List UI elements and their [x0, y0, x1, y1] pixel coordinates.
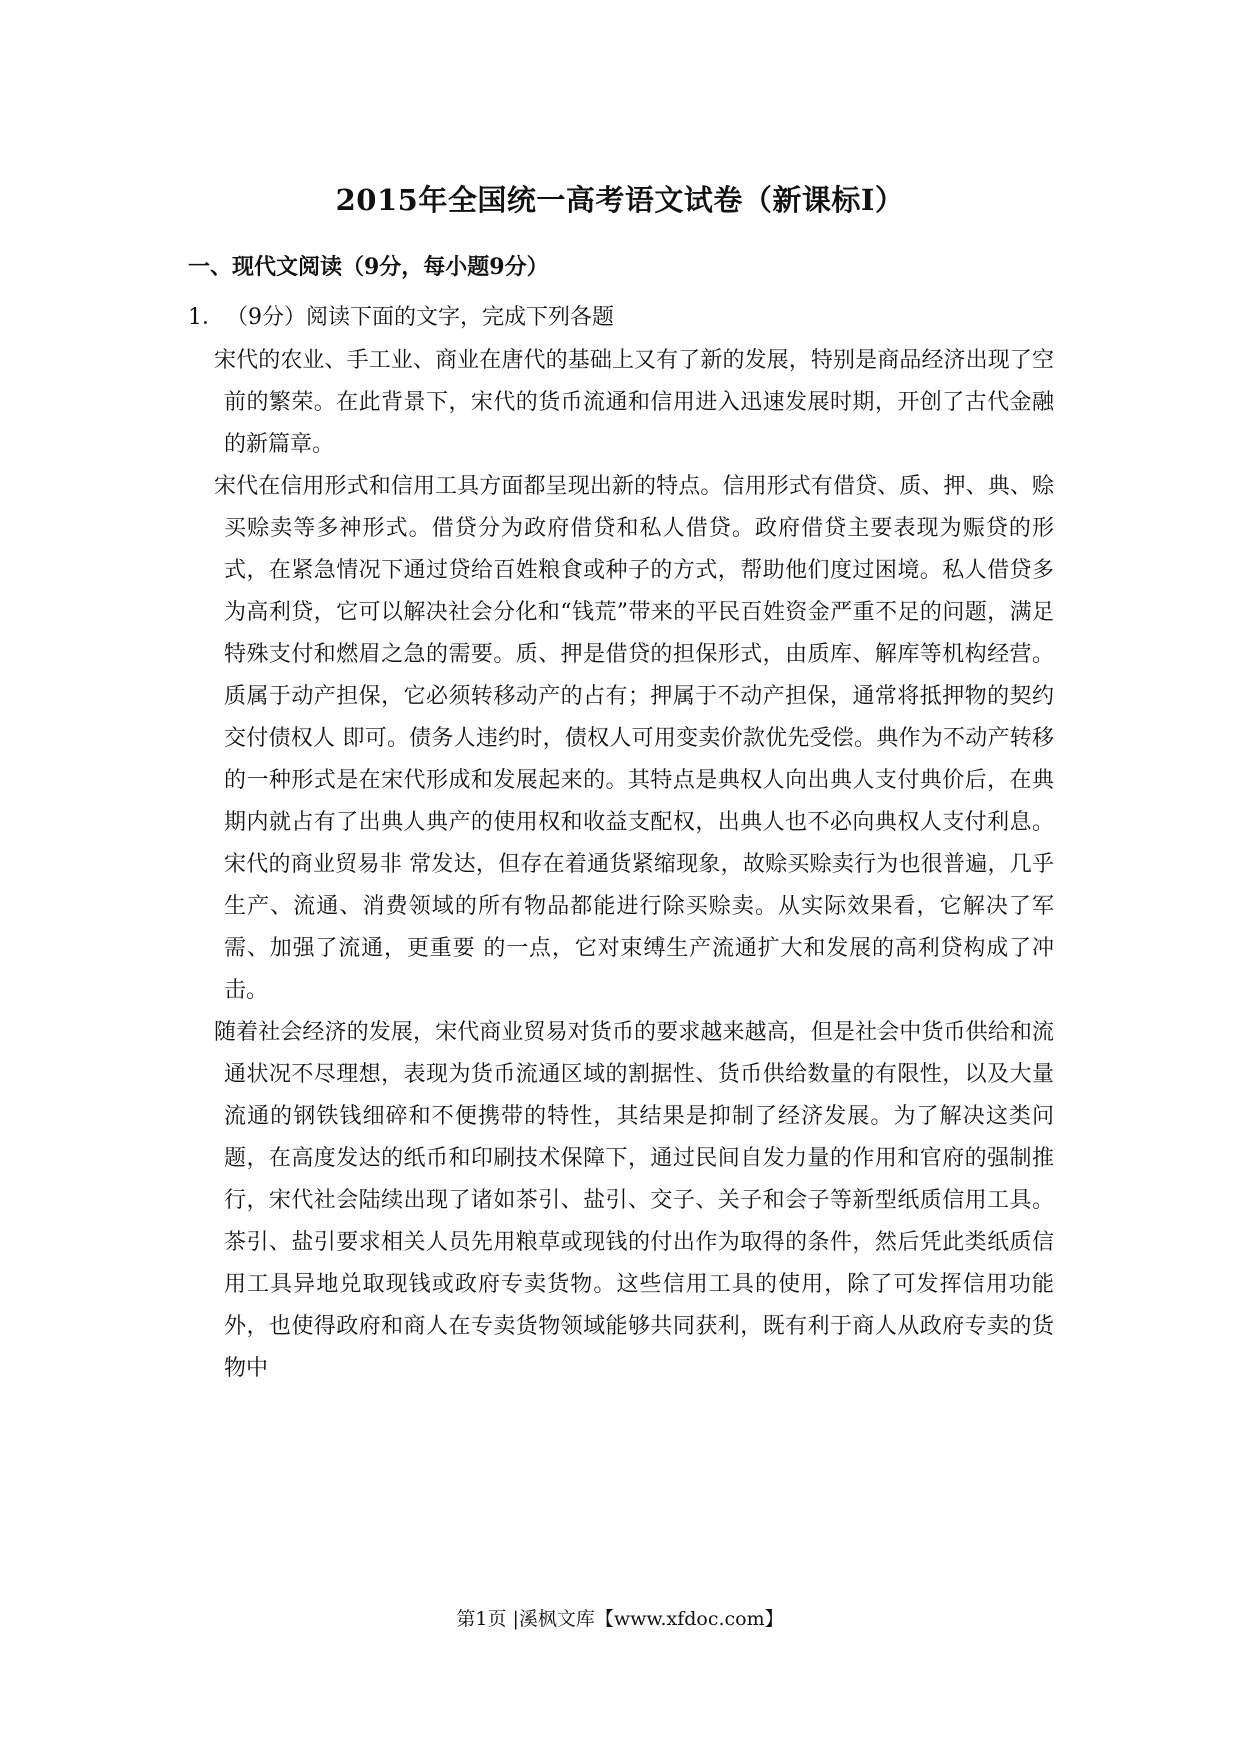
document-title: 2015年全国统一高考语文试卷（新课标Ⅰ）: [335, 183, 905, 217]
passage-paragraph: 宋代的农业、手工业、商业在唐代的基础上又有了新的发展，特别是商品经济出现了空前的繁荣。在此背景下，宋代的货币流通和信用进入迅速发展时期，开创了古代金融的新篇章。: [214, 348, 1054, 457]
question-prompt: （9分）阅读下面的文字，完成下列各题: [226, 305, 614, 330]
section-heading: 一、现代文阅读（9分，每小题9分）: [188, 254, 549, 280]
passage-paragraph: 随着社会经济的发展，宋代商业贸易对货币的要求越来越高，但是社会中货币供给和流通状况不尽理想，表现为货币流通区域的割据性、货币供给数量的有限性，以及大量流通的钢铁钱细碎和不便携带的特性，其结果是抑制了经济发展。为了解决这类问题，在高度发达的纸币和印刷技术保障下，通过民间自发力量的作用和官府的强制推行，宋代社会陆续出现了诸如茶引、盐引、交子、关子和会子等新型纸质信用工具。茶引、盐引要求相关人员先用粮草或现钱的付出作为取得的条件，然后凭此类纸质信用工具异地兑取现钱或政府专卖货物。这些信用工具的使用，除了可发挥信用功能外，也使得政府和商人在专卖货物领域能够共同获利，既有利于商人从政府专卖的货物中: [214, 1020, 1054, 1381]
question-header: [188, 300, 614, 331]
question-number: 1．: [188, 305, 224, 330]
passage-paragraph: 宋代在信用形式和信用工具方面都呈现出新的特点。信用形式有借贷、质、押、典、赊买赊卖等多神形式。借贷分为政府借贷和私人借贷。政府借贷主要表现为赈贷的形式，在紧急情况下通过贷给百姓粮食或种子的方式，帮助他们度过困境。私人借贷多为高利贷，它可以解决社会分化和“钱荒”带来的平民百姓资金严重不足的问题，满足特殊支付和燃眉之急的需要。质、押是借贷的担保形式，由质库、解库等机构经营。质属于动产担保，它必须转移动产的占有；押属于不动产担保，通常将抵押物的契约交付债权人 即可。债务人违约时，债权人可用变卖价款优先受偿。典作为不动产转移的一种形式是在宋代形成和发展起来的。其特点是典权人向出典人支付典价后，在典期内就占有了出典人典产的使用权和收益支配权，出典人也不必向典权人支付利息。宋代的商业贸易非 常发达，但存在着通货紧缩现象，故赊买赊卖行为也很普遍，几乎生产、流通、消费领域的所有物品都能进行除买赊卖。从实际效果看，它解决了军需、加强了流通，更重要 的一点，它对束缚生产流通扩大和发展的高利贷构成了冲击。: [214, 474, 1054, 1003]
reading-passage: [214, 340, 1054, 1390]
page-footer: 第1页 |溪枫文库【www.xfdoc.com】: [456, 1608, 784, 1630]
